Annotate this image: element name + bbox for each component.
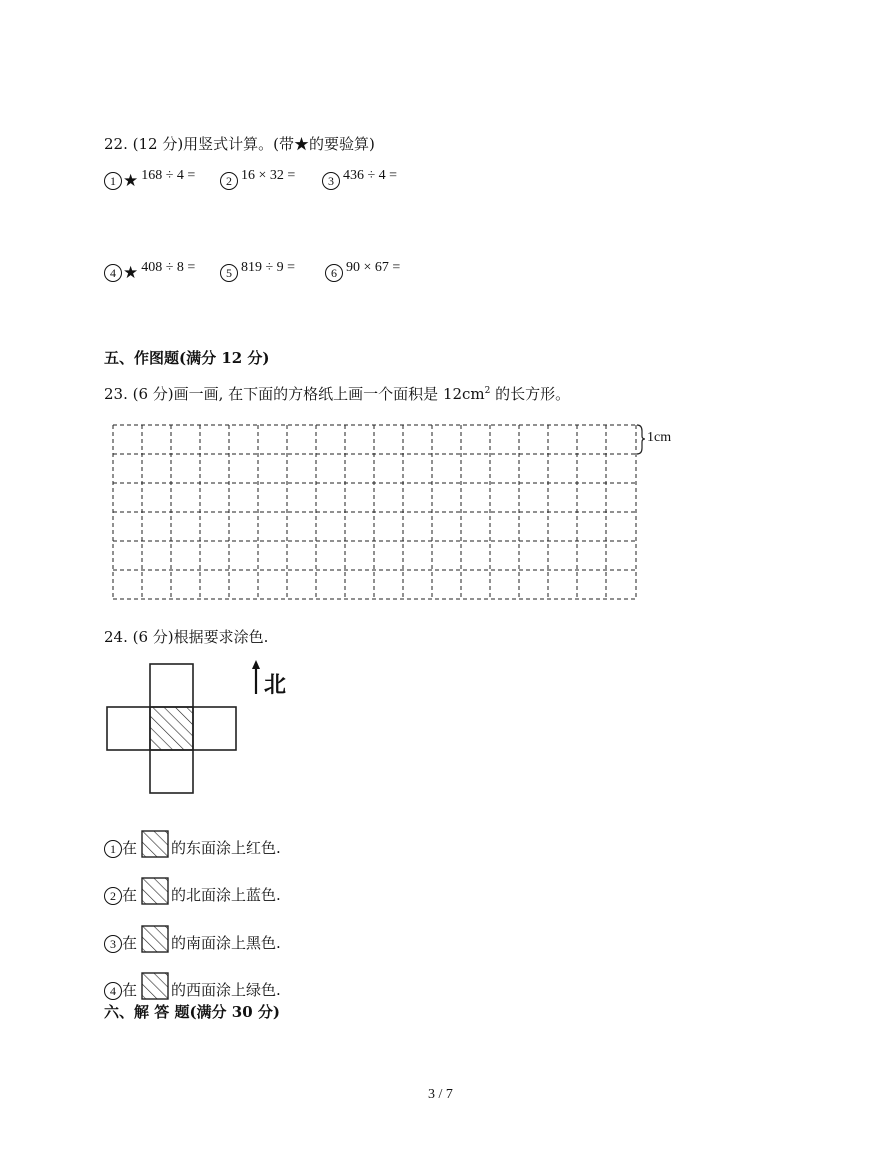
calc-expression: 819 ÷ 9 = [241,260,296,275]
calc-item-2 [220,170,295,190]
question-23-text-end: 的长方形。 [490,385,571,403]
question-23-title [104,381,570,404]
north-label: 北 [264,673,287,698]
hatched-square-icon [141,925,169,953]
brace-icon [637,425,645,454]
instruction-text: 的西面涂上绿色. [171,981,281,999]
cross-figure [100,655,250,800]
grid-lines [113,425,636,599]
north-arrow-icon [250,660,262,696]
instruction-3 [104,925,281,953]
page-number: 3 / 7 [428,1087,453,1102]
item-number: 3 [322,172,340,190]
calc-item-5 [220,262,295,282]
instruction-prefix: 在 [122,934,138,952]
west-square [107,707,150,750]
star-icon: ★ [123,263,139,283]
instruction-text: 的东面涂上红色. [171,839,281,857]
instruction-text: 的北面涂上蓝色. [171,886,281,904]
item-number: 1 [104,172,122,190]
south-square [150,750,193,793]
item-number: 5 [220,264,238,282]
hatched-center-square [150,707,193,750]
section-5-heading: 五、作图题(满分 12 分) [104,349,270,367]
calc-item-1 [104,170,195,191]
calc-item-3 [322,170,397,190]
instruction-prefix: 在 [122,886,138,904]
grid-paper [100,415,700,610]
instruction-prefix: 在 [122,981,138,999]
calc-expression: 408 ÷ 8 = [141,260,196,275]
item-number: 4 [104,264,122,282]
question-22-title: 22. (12 分)用竖式计算。(带★的要验算) [104,135,375,153]
calc-expression: 168 ÷ 4 = [141,168,196,183]
question-23-text: 23. (6 分)画一画, 在下面的方格纸上画一个面积是 12cm [104,385,485,403]
instruction-1 [104,830,281,858]
item-number: 4 [104,982,122,1000]
area-superscript: 2 [484,386,491,396]
north-square [150,664,193,707]
section-6-heading: 六、解 答 题(满分 30 分) [104,1003,280,1021]
instruction-4 [104,972,281,1000]
star-icon: ★ [123,171,139,191]
item-number: 3 [104,935,122,953]
unit-label: 1cm [647,430,672,445]
calc-expression: 436 ÷ 4 = [343,168,398,183]
instruction-text: 的南面涂上黑色. [171,934,281,952]
hatched-square-icon [141,830,169,858]
calc-item-6 [325,262,400,282]
instruction-2 [104,877,281,905]
hatched-square-icon [141,877,169,905]
item-number: 2 [220,172,238,190]
calc-item-4 [104,262,195,283]
calc-expression: 90 × 67 = [346,260,401,275]
item-number: 2 [104,887,122,905]
hatched-square-icon [141,972,169,1000]
calc-expression: 16 × 32 = [241,168,296,183]
question-24-title: 24. (6 分)根据要求涂色. [104,628,269,646]
item-number: 1 [104,840,122,858]
item-number: 6 [325,264,343,282]
instruction-prefix: 在 [122,839,138,857]
east-square [193,707,236,750]
